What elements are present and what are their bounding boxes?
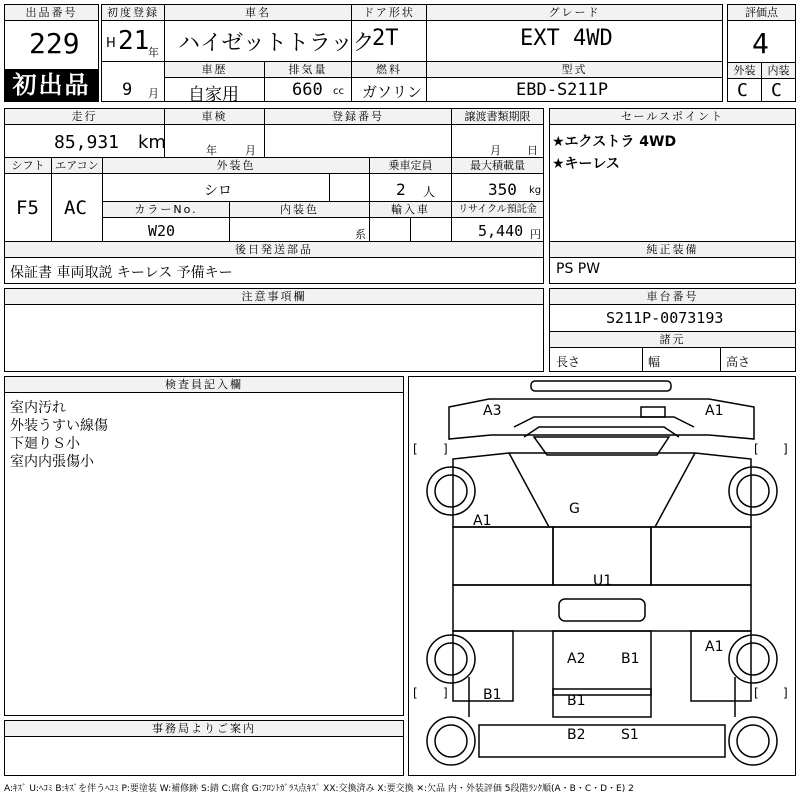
later-parts: 保証書 車両取説 キーレス 予備キー (10, 265, 233, 281)
shift: F5 (16, 197, 39, 219)
recycle-label: リサイクル預託金 (452, 202, 543, 218)
capacity: 2 (396, 180, 406, 199)
later-parts-label: 後日発送部品 (5, 242, 543, 258)
notes-label: 注意事項欄 (5, 289, 543, 305)
import-label: 輸入車 (370, 202, 451, 218)
dims-width: 幅 (648, 355, 661, 369)
inspector-line-4: 室内内張傷小 (10, 454, 94, 470)
mark-b1-left: B1 (483, 687, 502, 703)
max-load: 350 (488, 180, 517, 199)
genuine-label: 純正装備 (550, 242, 795, 258)
mileage-unit: km (138, 132, 166, 153)
office-label: 事務局よりご案内 (5, 721, 403, 737)
fuel-label: 燃料 (352, 62, 426, 78)
inspector-box (4, 376, 404, 716)
inspector-line-2: 外装うすい線傷 (10, 418, 108, 434)
chassis-number: S211P-0073193 (606, 309, 724, 327)
front-right-wheel (729, 467, 777, 515)
int-grade: C (771, 80, 782, 101)
left-door-outline (453, 527, 553, 585)
notes-box (4, 288, 544, 372)
inspection-label: 車検 (165, 109, 264, 125)
bed-front-outline (453, 585, 751, 631)
inspector-label: 検査員記入欄 (5, 377, 403, 393)
grade-label: グレード (427, 5, 722, 21)
right-door-outline (651, 527, 751, 585)
rear-left-wheel (427, 635, 475, 683)
color-no: W20 (148, 222, 176, 240)
chassis-box (549, 288, 796, 372)
exterior-color: シロ (204, 183, 232, 199)
max-load-label: 最大積載量 (452, 158, 543, 174)
legend: A:ｷｽﾞ U:ﾍｺﾐ B:ｷｽﾞを伴うﾍｺﾐ P:要塗装 W:補修跡 S:錆 C:腐食 G:ﾌﾛﾝﾄｶﾞﾗｽ点ｷｽﾞ XX:交換済み X:要交換 ✕:欠品 内・外装評価 5段階ﾗﾝｸ順(A・B・C・D・E) 2 (4, 784, 634, 794)
model-label: 型式 (427, 62, 722, 78)
aircon-label: エアコン (52, 158, 102, 174)
chassis-label: 車台番号 (550, 289, 795, 305)
svg-text:]: ] (783, 686, 788, 700)
transfer-label: 譲渡書類期限 (452, 109, 543, 125)
dims-length: 長さ (556, 355, 581, 369)
history-label: 車歴 (165, 62, 264, 78)
front-left-wheel (427, 467, 475, 515)
rear-bumper-outline (479, 725, 725, 757)
car-name: ハイゼットトラック (178, 31, 375, 56)
genuine-equipment: PS PW (556, 261, 601, 277)
first-listing-badge: 初出品 (5, 69, 98, 101)
inspector-line-1: 室内汚れ (10, 400, 66, 416)
aircon: AC (64, 197, 87, 219)
recycle-unit: 円 (530, 228, 541, 241)
mark-a1-right: A1 (705, 639, 724, 655)
reg-year-unit: 年 (148, 46, 159, 59)
grade: EXT 4WD (520, 26, 613, 51)
model: EBD-S211P (516, 80, 609, 100)
mark-a3: A3 (483, 403, 502, 419)
mark-a1-top: A1 (705, 403, 724, 419)
mileage-label: 走行 (5, 109, 164, 125)
sales-points-label: セールスポイント (550, 109, 795, 125)
max-load-unit: kg (529, 185, 542, 196)
mark-b1-bed: B1 (567, 693, 586, 709)
score-value: 4 (752, 27, 769, 60)
plate-label: 登録番号 (265, 109, 451, 125)
front-bumper-outline (531, 381, 671, 391)
transfer-day-unit: 日 (527, 144, 538, 157)
mark-b1-mid: B1 (621, 651, 640, 667)
reg-year: 21 (118, 26, 150, 56)
svg-text:]: ] (443, 442, 448, 456)
mark-g: G (569, 501, 580, 517)
lot-number: 229 (29, 27, 80, 60)
inspection-month-unit: 月 (245, 144, 256, 157)
score-label: 評価点 (728, 5, 795, 21)
svg-text:[: [ (754, 686, 759, 700)
svg-text:]: ] (783, 442, 788, 456)
office-box (4, 720, 404, 776)
int-grade-label: 内装 (762, 63, 795, 79)
dims-height: 高さ (726, 355, 751, 369)
sales-point-1: ★エクストラ 4WD (552, 134, 677, 150)
rear-right-wheel (729, 635, 777, 683)
lot-label: 出品番号 (5, 5, 98, 21)
cab-body-outline (453, 453, 751, 527)
transfer-month-unit: 月 (490, 144, 501, 157)
mark-a2: A2 (567, 651, 586, 667)
reg-month: 9 (122, 80, 133, 100)
displacement-label: 排気量 (265, 62, 351, 78)
svg-text:[: [ (413, 442, 418, 456)
interior-color-suffix: 系 (355, 228, 366, 241)
sales-box (549, 108, 796, 284)
displacement: 660 (292, 80, 323, 100)
sales-point-2: ★キーレス (552, 156, 620, 172)
mark-u1: U1 (593, 573, 613, 589)
capacity-unit: 人 (423, 185, 436, 199)
color-no-label: カラーNo. (103, 202, 229, 218)
door-type: 2T (372, 26, 399, 51)
svg-text:[: [ (413, 686, 418, 700)
displacement-unit: cc (333, 86, 344, 97)
svg-text:[: [ (754, 442, 759, 456)
history: 自家用 (188, 85, 239, 105)
capacity-label: 乗車定員 (370, 158, 451, 174)
mark-b2: B2 (567, 727, 586, 743)
reg-label: 初度登録 (102, 5, 164, 21)
ext-grade: C (737, 80, 748, 101)
interior-color-label: 内装色 (230, 202, 369, 218)
inspector-line-3: 下廻りＳ小 (10, 436, 80, 452)
recycle-fee: 5,440 (478, 222, 524, 240)
mark-a1-left: A1 (473, 513, 492, 529)
mileage: 85,931 (54, 132, 120, 153)
mark-s1: S1 (621, 727, 639, 743)
reg-month-unit: 月 (148, 87, 159, 100)
lot-box (4, 4, 99, 102)
car-name-label: 車名 (165, 5, 351, 21)
score-box (727, 4, 796, 102)
exterior-color-label: 外装色 (103, 158, 369, 174)
inspection-year-unit: 年 (206, 144, 217, 157)
dims-label: 諸元 (550, 332, 795, 348)
ext-grade-label: 外装 (728, 63, 761, 79)
door-label: ドア形状 (352, 5, 426, 21)
fuel: ガソリン (362, 83, 423, 101)
svg-text:]: ] (443, 686, 448, 700)
reg-era: H (106, 36, 116, 51)
shift-label: シフト (5, 158, 51, 174)
damage-diagram (408, 376, 796, 776)
